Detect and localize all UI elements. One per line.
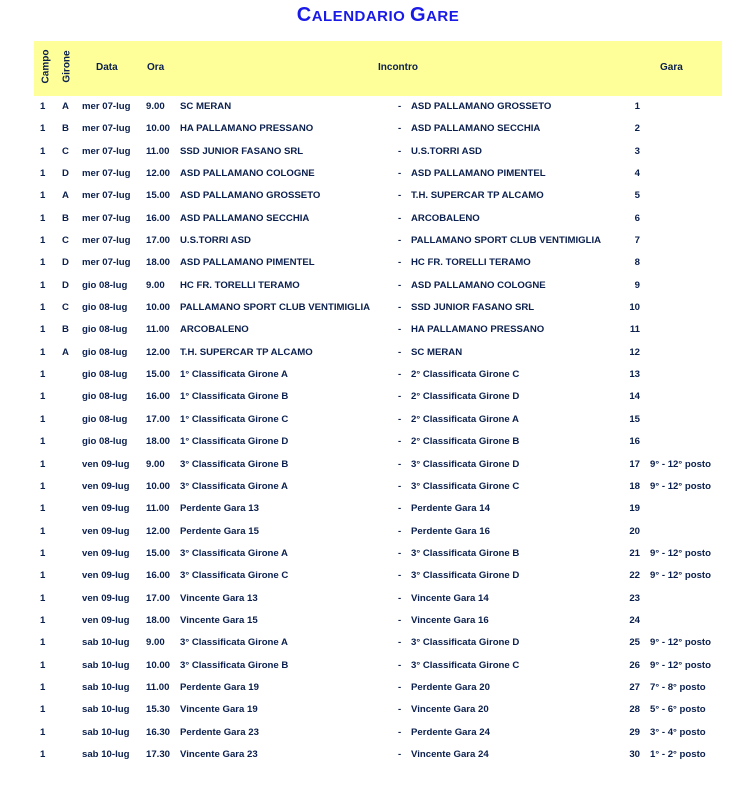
cell-girone: B (62, 324, 69, 336)
cell-ora: 9.00 (146, 637, 165, 649)
cell-campo: 1 (40, 391, 46, 403)
cell-away: HA PALLAMANO PRESSANO (411, 324, 545, 336)
cell-gara: 26 (629, 659, 640, 671)
cell-home: Vincente Gara 15 (180, 614, 258, 626)
cell-note: 9° - 12° posto (650, 547, 711, 559)
cell-dash: - (398, 346, 402, 358)
cell-gara: 2 (634, 123, 640, 135)
cell-campo: 1 (40, 614, 46, 626)
cell-ora: 16.00 (146, 570, 171, 582)
cell-away: Vincente Gara 14 (411, 592, 489, 604)
cell-data: mer 07-lug (82, 145, 131, 157)
table-row (0, 252, 756, 274)
cell-home: 3° Classificata Girone A (180, 637, 288, 649)
cell-away: Perdente Gara 20 (411, 681, 490, 693)
cell-campo: 1 (40, 212, 46, 224)
cell-dash: - (398, 659, 402, 671)
cell-gara: 7 (634, 235, 640, 247)
cell-note: 9° - 12° posto (650, 458, 711, 470)
table-row (0, 565, 756, 587)
cell-data: gio 08-lug (82, 346, 128, 358)
table-row (0, 632, 756, 654)
cell-data: gio 08-lug (82, 413, 128, 425)
cell-gara: 9 (634, 279, 640, 291)
cell-girone: B (62, 212, 69, 224)
cell-ora: 15.00 (146, 190, 171, 202)
cell-gara: 28 (629, 704, 640, 716)
cell-data: gio 08-lug (82, 324, 128, 336)
cell-ora: 11.00 (146, 145, 170, 157)
cell-data: mer 07-lug (82, 123, 131, 135)
cell-gara: 19 (629, 503, 640, 515)
cell-dash: - (398, 592, 402, 604)
cell-home: 1° Classificata Girone C (180, 413, 289, 425)
title-initial-1: C (296, 4, 312, 26)
cell-away: 2° Classificata Girone A (411, 413, 519, 425)
header-ora: Ora (147, 62, 165, 73)
cell-home: 3° Classificata Girone C (180, 570, 289, 582)
cell-dash: - (398, 436, 402, 448)
cell-data: mer 07-lug (82, 212, 131, 224)
cell-gara: 1 (634, 101, 640, 112)
cell-home: SC MERAN (180, 101, 232, 112)
cell-note: 3° - 4° posto (650, 726, 706, 738)
cell-data: sab 10-lug (82, 659, 130, 671)
cell-home: 3° Classificata Girone A (180, 480, 288, 492)
table-row (0, 677, 756, 699)
cell-campo: 1 (40, 503, 46, 515)
cell-home: U.S.TORRI ASD (180, 235, 251, 247)
cell-campo: 1 (40, 235, 46, 247)
cell-ora: 16.30 (146, 726, 171, 738)
table-row (0, 744, 756, 766)
cell-ora: 9.00 (146, 279, 165, 291)
cell-away: Perdente Gara 24 (411, 726, 490, 738)
cell-dash: - (398, 458, 402, 470)
table-row (0, 342, 756, 364)
cell-girone: D (62, 257, 69, 269)
cell-gara: 17 (629, 458, 640, 470)
cell-campo: 1 (40, 346, 46, 358)
cell-girone: B (62, 123, 69, 135)
cell-campo: 1 (40, 726, 46, 738)
cell-girone: C (62, 145, 69, 157)
cell-note: 9° - 12° posto (650, 659, 711, 671)
cell-campo: 1 (40, 637, 46, 649)
cell-dash: - (398, 726, 402, 738)
cell-girone: C (62, 235, 69, 247)
cell-away: T.H. SUPERCAR TP ALCAMO (411, 190, 544, 202)
cell-gara: 22 (629, 570, 640, 582)
cell-dash: - (398, 235, 402, 247)
header-gara: Gara (660, 62, 683, 73)
cell-away: Vincente Gara 20 (411, 704, 489, 716)
cell-gara: 13 (629, 369, 640, 381)
cell-gara: 25 (629, 637, 640, 649)
cell-ora: 12.00 (146, 525, 171, 537)
cell-home: 1° Classificata Girone A (180, 369, 288, 381)
cell-dash: - (398, 748, 402, 760)
table-row (0, 319, 756, 341)
cell-ora: 10.00 (146, 123, 171, 135)
cell-campo: 1 (40, 659, 46, 671)
cell-away: SSD JUNIOR FASANO SRL (411, 302, 535, 314)
cell-dash: - (398, 480, 402, 492)
cell-dash: - (398, 369, 402, 381)
cell-campo: 1 (40, 123, 46, 135)
cell-ora: 11.00 (146, 681, 170, 693)
cell-girone: A (62, 101, 69, 112)
cell-data: gio 08-lug (82, 302, 128, 314)
cell-ora: 17.00 (146, 413, 171, 425)
cell-dash: - (398, 168, 402, 180)
cell-girone: A (62, 346, 69, 358)
cell-girone: D (62, 279, 69, 291)
cell-data: gio 08-lug (82, 436, 128, 448)
title-rest-2: ARE (426, 8, 460, 25)
cell-home: Vincente Gara 23 (180, 748, 258, 760)
cell-away: Vincente Gara 24 (411, 748, 489, 760)
cell-ora: 16.00 (146, 391, 171, 403)
header-data: Data (96, 62, 118, 73)
table-row (0, 454, 756, 476)
cell-campo: 1 (40, 458, 46, 470)
cell-campo: 1 (40, 190, 46, 202)
cell-away: ASD PALLAMANO SECCHIA (411, 123, 541, 135)
cell-dash: - (398, 413, 402, 425)
cell-data: ven 09-lug (82, 503, 130, 515)
cell-away: U.S.TORRI ASD (411, 145, 482, 157)
cell-data: ven 09-lug (82, 458, 130, 470)
header-incontro: Incontro (378, 62, 418, 73)
cell-gara: 3 (634, 145, 640, 157)
cell-campo: 1 (40, 592, 46, 604)
cell-ora: 10.00 (146, 302, 171, 314)
cell-campo: 1 (40, 101, 46, 112)
cell-data: mer 07-lug (82, 235, 131, 247)
cell-ora: 11.00 (146, 503, 170, 515)
table-row (0, 275, 756, 297)
cell-gara: 21 (629, 547, 640, 559)
cell-home: ASD PALLAMANO SECCHIA (180, 212, 310, 224)
cell-gara: 4 (634, 168, 640, 180)
cell-ora: 9.00 (146, 101, 165, 112)
header-girone: Girone (61, 50, 73, 83)
table-row (0, 699, 756, 721)
cell-campo: 1 (40, 369, 46, 381)
cell-dash: - (398, 391, 402, 403)
cell-ora: 17.00 (146, 592, 171, 604)
cell-gara: 30 (629, 748, 640, 760)
cell-campo: 1 (40, 748, 46, 760)
cell-girone: C (62, 302, 69, 314)
header-campo: Campo (40, 49, 52, 84)
cell-ora: 16.00 (146, 212, 171, 224)
cell-campo: 1 (40, 436, 46, 448)
cell-campo: 1 (40, 547, 46, 559)
cell-home: 3° Classificata Girone A (180, 547, 288, 559)
cell-ora: 11.00 (146, 324, 170, 336)
cell-gara: 12 (629, 346, 640, 358)
cell-dash: - (398, 637, 402, 649)
cell-note: 9° - 12° posto (650, 637, 711, 649)
cell-away: 3° Classificata Girone C (411, 659, 520, 671)
table-row (0, 409, 756, 431)
cell-away: Perdente Gara 16 (411, 525, 490, 537)
table-row (0, 543, 756, 565)
table-row (0, 297, 756, 319)
cell-data: gio 08-lug (82, 369, 128, 381)
table-row (0, 118, 756, 140)
cell-ora: 17.00 (146, 235, 171, 247)
table-row (0, 386, 756, 408)
cell-home: HC FR. TORELLI TERAMO (180, 279, 300, 291)
cell-dash: - (398, 681, 402, 693)
cell-home: PALLAMANO SPORT CLUB VENTIMIGLIA (180, 302, 371, 314)
table-row (0, 498, 756, 520)
cell-gara: 15 (629, 413, 640, 425)
cell-data: ven 09-lug (82, 592, 130, 604)
cell-dash: - (398, 570, 402, 582)
cell-ora: 15.00 (146, 547, 171, 559)
cell-home: 3° Classificata Girone B (180, 458, 289, 470)
cell-campo: 1 (40, 145, 46, 157)
cell-data: ven 09-lug (82, 570, 130, 582)
cell-away: ASD PALLAMANO PIMENTEL (411, 168, 546, 180)
cell-data: sab 10-lug (82, 681, 130, 693)
cell-ora: 10.00 (146, 659, 171, 671)
cell-data: ven 09-lug (82, 480, 130, 492)
table-row (0, 610, 756, 632)
cell-campo: 1 (40, 681, 46, 693)
cell-home: ARCOBALENO (180, 324, 249, 336)
cell-data: mer 07-lug (82, 101, 131, 112)
title-rest-1: ALENDARIO (311, 8, 406, 25)
cell-data: mer 07-lug (82, 168, 131, 180)
cell-campo: 1 (40, 413, 46, 425)
title-initial-2: G (410, 4, 427, 26)
cell-home: Perdente Gara 15 (180, 525, 259, 537)
cell-away: PALLAMANO SPORT CLUB VENTIMIGLIA (411, 235, 602, 247)
cell-data: ven 09-lug (82, 525, 130, 537)
cell-ora: 15.30 (146, 704, 171, 716)
cell-gara: 27 (629, 681, 640, 693)
cell-ora: 18.00 (146, 436, 171, 448)
table-row (0, 588, 756, 610)
cell-dash: - (398, 190, 402, 202)
cell-dash: - (398, 614, 402, 626)
table-row (0, 141, 756, 163)
cell-away: 2° Classificata Girone D (411, 391, 520, 403)
table-row (0, 96, 756, 118)
cell-data: mer 07-lug (82, 190, 131, 202)
cell-ora: 18.00 (146, 257, 171, 269)
table-row (0, 208, 756, 230)
cell-dash: - (398, 503, 402, 515)
cell-gara: 16 (629, 436, 640, 448)
cell-gara: 23 (629, 592, 640, 604)
table-row (0, 655, 756, 677)
cell-campo: 1 (40, 525, 46, 537)
cell-dash: - (398, 525, 402, 537)
cell-gara: 14 (629, 391, 640, 403)
cell-note: 7° - 8° posto (650, 681, 706, 693)
cell-home: HA PALLAMANO PRESSANO (180, 123, 314, 135)
cell-gara: 6 (634, 212, 640, 224)
schedule-table (0, 96, 756, 766)
cell-away: 3° Classificata Girone D (411, 570, 520, 582)
cell-home: ASD PALLAMANO COLOGNE (180, 168, 315, 180)
cell-home: 1° Classificata Girone D (180, 436, 289, 448)
cell-campo: 1 (40, 570, 46, 582)
cell-gara: 24 (629, 614, 640, 626)
cell-campo: 1 (40, 168, 46, 180)
cell-data: gio 08-lug (82, 391, 128, 403)
cell-home: 3° Classificata Girone B (180, 659, 289, 671)
cell-note: 5° - 6° posto (650, 704, 706, 716)
cell-dash: - (398, 145, 402, 157)
page-title (0, 4, 756, 27)
cell-away: Perdente Gara 14 (411, 503, 490, 515)
cell-away: Vincente Gara 16 (411, 614, 489, 626)
cell-data: sab 10-lug (82, 726, 130, 738)
cell-girone: D (62, 168, 69, 180)
cell-gara: 8 (634, 257, 640, 269)
cell-gara: 18 (629, 480, 640, 492)
cell-campo: 1 (40, 302, 46, 314)
cell-data: ven 09-lug (82, 614, 130, 626)
cell-home: ASD PALLAMANO PIMENTEL (180, 257, 315, 269)
table-row (0, 476, 756, 498)
table-header (34, 41, 722, 96)
cell-home: T.H. SUPERCAR TP ALCAMO (180, 346, 313, 358)
cell-away: 3° Classificata Girone D (411, 637, 520, 649)
cell-away: 3° Classificata Girone D (411, 458, 520, 470)
cell-home: SSD JUNIOR FASANO SRL (180, 145, 304, 157)
cell-home: 1° Classificata Girone B (180, 391, 289, 403)
cell-dash: - (398, 704, 402, 716)
cell-gara: 20 (629, 525, 640, 537)
table-row (0, 185, 756, 207)
cell-away: HC FR. TORELLI TERAMO (411, 257, 531, 269)
cell-away: 3° Classificata Girone B (411, 547, 520, 559)
cell-dash: - (398, 257, 402, 269)
cell-home: Vincente Gara 19 (180, 704, 258, 716)
cell-home: ASD PALLAMANO GROSSETO (180, 190, 321, 202)
table-row (0, 521, 756, 543)
cell-dash: - (398, 547, 402, 559)
cell-gara: 10 (629, 302, 640, 314)
cell-away: 3° Classificata Girone C (411, 480, 520, 492)
cell-campo: 1 (40, 279, 46, 291)
cell-home: Perdente Gara 23 (180, 726, 259, 738)
cell-ora: 18.00 (146, 614, 171, 626)
cell-data: gio 08-lug (82, 279, 128, 291)
cell-away: 2° Classificata Girone C (411, 369, 520, 381)
cell-gara: 5 (634, 190, 640, 202)
cell-ora: 15.00 (146, 369, 171, 381)
cell-gara: 29 (629, 726, 640, 738)
cell-away: ASD PALLAMANO COLOGNE (411, 279, 546, 291)
cell-dash: - (398, 101, 402, 112)
cell-campo: 1 (40, 480, 46, 492)
cell-data: sab 10-lug (82, 704, 130, 716)
table-row (0, 230, 756, 252)
cell-away: ARCOBALENO (411, 212, 480, 224)
table-row (0, 431, 756, 453)
cell-away: 2° Classificata Girone B (411, 436, 520, 448)
cell-note: 9° - 12° posto (650, 480, 711, 492)
table-row (0, 364, 756, 386)
cell-data: sab 10-lug (82, 637, 130, 649)
cell-ora: 17.30 (146, 748, 171, 760)
cell-campo: 1 (40, 324, 46, 336)
cell-campo: 1 (40, 257, 46, 269)
cell-data: sab 10-lug (82, 748, 130, 760)
cell-ora: 10.00 (146, 480, 171, 492)
cell-dash: - (398, 279, 402, 291)
cell-dash: - (398, 302, 402, 314)
cell-dash: - (398, 212, 402, 224)
cell-home: Perdente Gara 13 (180, 503, 259, 515)
cell-data: mer 07-lug (82, 257, 131, 269)
cell-home: Perdente Gara 19 (180, 681, 259, 693)
cell-note: 1° - 2° posto (650, 748, 706, 760)
cell-gara: 11 (629, 324, 640, 336)
cell-campo: 1 (40, 704, 46, 716)
cell-away: SC MERAN (411, 346, 463, 358)
cell-ora: 12.00 (146, 346, 171, 358)
table-row (0, 722, 756, 744)
cell-dash: - (398, 123, 402, 135)
cell-girone: A (62, 190, 69, 202)
cell-note: 9° - 12° posto (650, 570, 711, 582)
cell-ora: 9.00 (146, 458, 165, 470)
cell-data: ven 09-lug (82, 547, 130, 559)
cell-home: Vincente Gara 13 (180, 592, 258, 604)
cell-away: ASD PALLAMANO GROSSETO (411, 101, 552, 112)
table-row (0, 163, 756, 185)
cell-dash: - (398, 324, 402, 336)
cell-ora: 12.00 (146, 168, 171, 180)
